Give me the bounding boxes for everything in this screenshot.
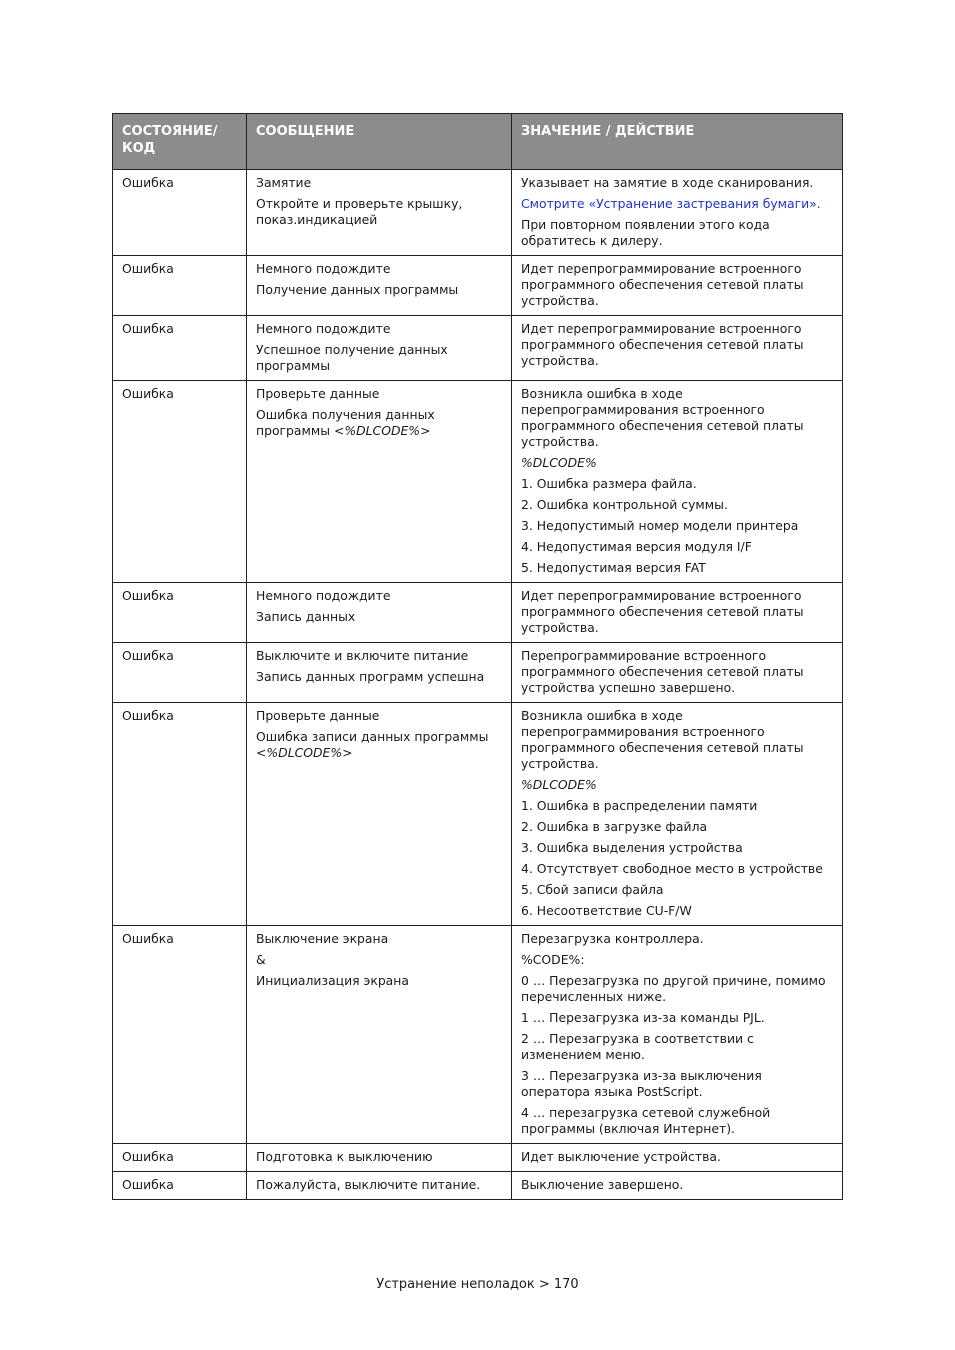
- status-cell: Ошибка: [113, 643, 247, 703]
- action-line: [521, 518, 833, 534]
- line-text: Запись данных программ успешна: [256, 669, 485, 684]
- line-text: 4. Недопустимая версия модуля I/F: [521, 539, 752, 554]
- line-text: Указывает на замятие в ходе сканирования.: [521, 175, 814, 190]
- message-line: [256, 669, 502, 685]
- action-cell: [512, 643, 843, 703]
- table-row: [113, 256, 843, 316]
- line-text: Перезагрузка контроллера.: [521, 931, 704, 946]
- message-cell: [247, 703, 512, 926]
- message-line: [256, 407, 502, 439]
- message-cell: [247, 381, 512, 583]
- message-line: [256, 708, 502, 724]
- line-text: %DLCODE%: [521, 455, 597, 470]
- status-cell: Ошибка: [113, 583, 247, 643]
- action-cell: [512, 170, 843, 256]
- message-line: [256, 282, 502, 298]
- line-text: Проверьте данные: [256, 386, 380, 401]
- line-text: 6. Несоответствие CU-F/W: [521, 903, 692, 918]
- status-cell: Ошибка: [113, 703, 247, 926]
- line-text: 1. Ошибка в распределении памяти: [521, 798, 758, 813]
- status-cell: Ошибка: [113, 381, 247, 583]
- action-cell: [512, 381, 843, 583]
- cross-reference-link[interactable]: [521, 196, 833, 212]
- message-line: [256, 729, 502, 761]
- action-line: [521, 819, 833, 835]
- action-line: [521, 777, 833, 793]
- line-text: 1 … Перезагрузка из-за команды PJL.: [521, 1010, 765, 1025]
- table-header-row: [113, 114, 843, 170]
- line-text: 2 … Перезагрузка в соответствии с изменением меню.: [521, 1031, 754, 1062]
- line-text: Ошибка получения данных программы: [256, 407, 435, 438]
- status-cell: Ошибка: [113, 926, 247, 1144]
- status-cell: Ошибка: [113, 1172, 247, 1200]
- message-line: [256, 1149, 502, 1165]
- action-line: [521, 175, 833, 191]
- table-row: [113, 316, 843, 381]
- message-cell: [247, 643, 512, 703]
- line-text: 3. Недопустимый номер модели принтера: [521, 518, 799, 533]
- status-cell: Ошибка: [113, 256, 247, 316]
- message-line: [256, 931, 502, 947]
- action-line: [521, 973, 833, 1005]
- table-row: [113, 583, 843, 643]
- action-line: [521, 455, 833, 471]
- action-line: [521, 321, 833, 369]
- action-line: [521, 952, 833, 968]
- line-text: При повторном появлении этого кода обратитесь к дилеру.: [521, 217, 770, 248]
- table-row: [113, 643, 843, 703]
- action-line: [521, 1105, 833, 1137]
- line-text: &: [256, 952, 266, 967]
- action-line: [521, 1068, 833, 1100]
- line-text: Выключите и включите питание: [256, 648, 469, 663]
- message-line: [256, 648, 502, 664]
- message-cell: [247, 256, 512, 316]
- status-cell: Ошибка: [113, 316, 247, 381]
- line-text: Выключение экрана: [256, 931, 389, 946]
- header-status: СОСТОЯНИЕ/ КОД: [113, 114, 247, 170]
- action-line: [521, 539, 833, 555]
- line-text: 2. Ошибка контрольной суммы.: [521, 497, 728, 512]
- line-text: 0 … Перезагрузка по другой причине, помимо перечисленных ниже.: [521, 973, 826, 1004]
- line-text: Идет перепрограммирование встроенного программного обеспечения сетевой платы устройства.: [521, 261, 804, 308]
- line-text: Немного подождите: [256, 588, 391, 603]
- line-text: 4 … перезагрузка сетевой служебной программы (включая Интернет).: [521, 1105, 771, 1136]
- action-line: [521, 931, 833, 947]
- line-text: Успешное получение данных программы: [256, 342, 448, 373]
- action-line: [521, 861, 833, 877]
- message-cell: [247, 1144, 512, 1172]
- action-line: [521, 217, 833, 249]
- line-text: 4. Отсутствует свободное место в устройстве: [521, 861, 823, 876]
- message-cell: [247, 1172, 512, 1200]
- line-text: Получение данных программы: [256, 282, 459, 297]
- line-text: Пожалуйста, выключите питание.: [256, 1177, 481, 1192]
- action-cell: [512, 1144, 843, 1172]
- action-line: [521, 840, 833, 856]
- message-line: [256, 1177, 502, 1193]
- code-placeholder: <%DLCODE%>: [333, 423, 431, 438]
- message-line: [256, 386, 502, 402]
- message-line: [256, 196, 502, 228]
- table-row: [113, 170, 843, 256]
- line-text: %DLCODE%: [521, 777, 597, 792]
- message-cell: [247, 316, 512, 381]
- line-text: Идет выключение устройства.: [521, 1149, 721, 1164]
- line-text: 5. Сбой записи файла: [521, 882, 664, 897]
- status-cell: Ошибка: [113, 170, 247, 256]
- table-row: [113, 381, 843, 583]
- line-text: Откройте и проверьте крышку, показ.индикацией: [256, 196, 463, 227]
- header-message: СООБЩЕНИЕ: [247, 114, 512, 170]
- line-text: 3. Ошибка выделения устройства: [521, 840, 743, 855]
- line-text: %CODE%:: [521, 952, 585, 967]
- message-cell: [247, 583, 512, 643]
- action-line: [521, 588, 833, 636]
- line-text: 1. Ошибка размера файла.: [521, 476, 697, 491]
- action-line: [521, 648, 833, 696]
- message-line: [256, 973, 502, 989]
- table-row: [113, 1172, 843, 1200]
- line-text: Проверьте данные: [256, 708, 380, 723]
- action-line: [521, 386, 833, 450]
- page-footer: Устранение неполадок > 170: [376, 1277, 579, 1292]
- action-line: [521, 261, 833, 309]
- action-line: [521, 903, 833, 919]
- action-line: [521, 560, 833, 576]
- table-row: [113, 703, 843, 926]
- action-line: [521, 497, 833, 513]
- line-text: Подготовка к выключению: [256, 1149, 433, 1164]
- action-cell: [512, 316, 843, 381]
- line-text: Возникла ошибка в ходе перепрограммирования встроенного программного обеспечения сетевой платы устройства.: [521, 386, 804, 449]
- message-line: [256, 321, 502, 337]
- message-line: [256, 609, 502, 625]
- action-line: [521, 1031, 833, 1063]
- message-line: [256, 342, 502, 374]
- line-text: Инициализация экрана: [256, 973, 409, 988]
- line-text: Запись данных: [256, 609, 356, 624]
- line-text: 3 … Перезагрузка из-за выключения оператора языка PostScript.: [521, 1068, 762, 1099]
- line-text: Идет перепрограммирование встроенного программного обеспечения сетевой платы устройства.: [521, 321, 804, 368]
- message-line: [256, 175, 502, 191]
- line-text: 5. Недопустимая версия FAT: [521, 560, 706, 575]
- line-text: Перепрограммирование встроенного программного обеспечения сетевой платы устройства успешно завершено.: [521, 648, 804, 695]
- header-action: ЗНАЧЕНИЕ / ДЕЙСТВИЕ: [512, 114, 843, 170]
- action-line: [521, 476, 833, 492]
- action-cell: [512, 256, 843, 316]
- error-table: [112, 113, 843, 1200]
- table-row: [113, 1144, 843, 1172]
- line-text: Замятие: [256, 175, 312, 190]
- action-cell: [512, 926, 843, 1144]
- action-line: [521, 882, 833, 898]
- line-text: Выключение завершено.: [521, 1177, 684, 1192]
- message-line: [256, 261, 502, 277]
- action-cell: [512, 703, 843, 926]
- action-cell: [512, 583, 843, 643]
- action-line: [521, 708, 833, 772]
- action-line: [521, 1149, 833, 1165]
- action-line: [521, 1177, 833, 1193]
- message-line: [256, 952, 502, 968]
- action-line: [521, 1010, 833, 1026]
- action-line: [521, 798, 833, 814]
- line-text: 2. Ошибка в загрузке файла: [521, 819, 708, 834]
- line-text: Идет перепрограммирование встроенного программного обеспечения сетевой платы устройства.: [521, 588, 804, 635]
- message-line: [256, 588, 502, 604]
- action-cell: [512, 1172, 843, 1200]
- line-text: Смотрите «Устранение застревания бумаги».: [521, 196, 821, 211]
- message-cell: [247, 170, 512, 256]
- line-text: Немного подождите: [256, 321, 391, 336]
- message-cell: [247, 926, 512, 1144]
- status-cell: Ошибка: [113, 1144, 247, 1172]
- line-text: Немного подождите: [256, 261, 391, 276]
- table-row: [113, 926, 843, 1144]
- line-text: Ошибка записи данных программы: [256, 729, 489, 744]
- code-placeholder: <%DLCODE%>: [256, 745, 353, 760]
- line-text: Возникла ошибка в ходе перепрограммирования встроенного программного обеспечения сетевой платы устройства.: [521, 708, 804, 771]
